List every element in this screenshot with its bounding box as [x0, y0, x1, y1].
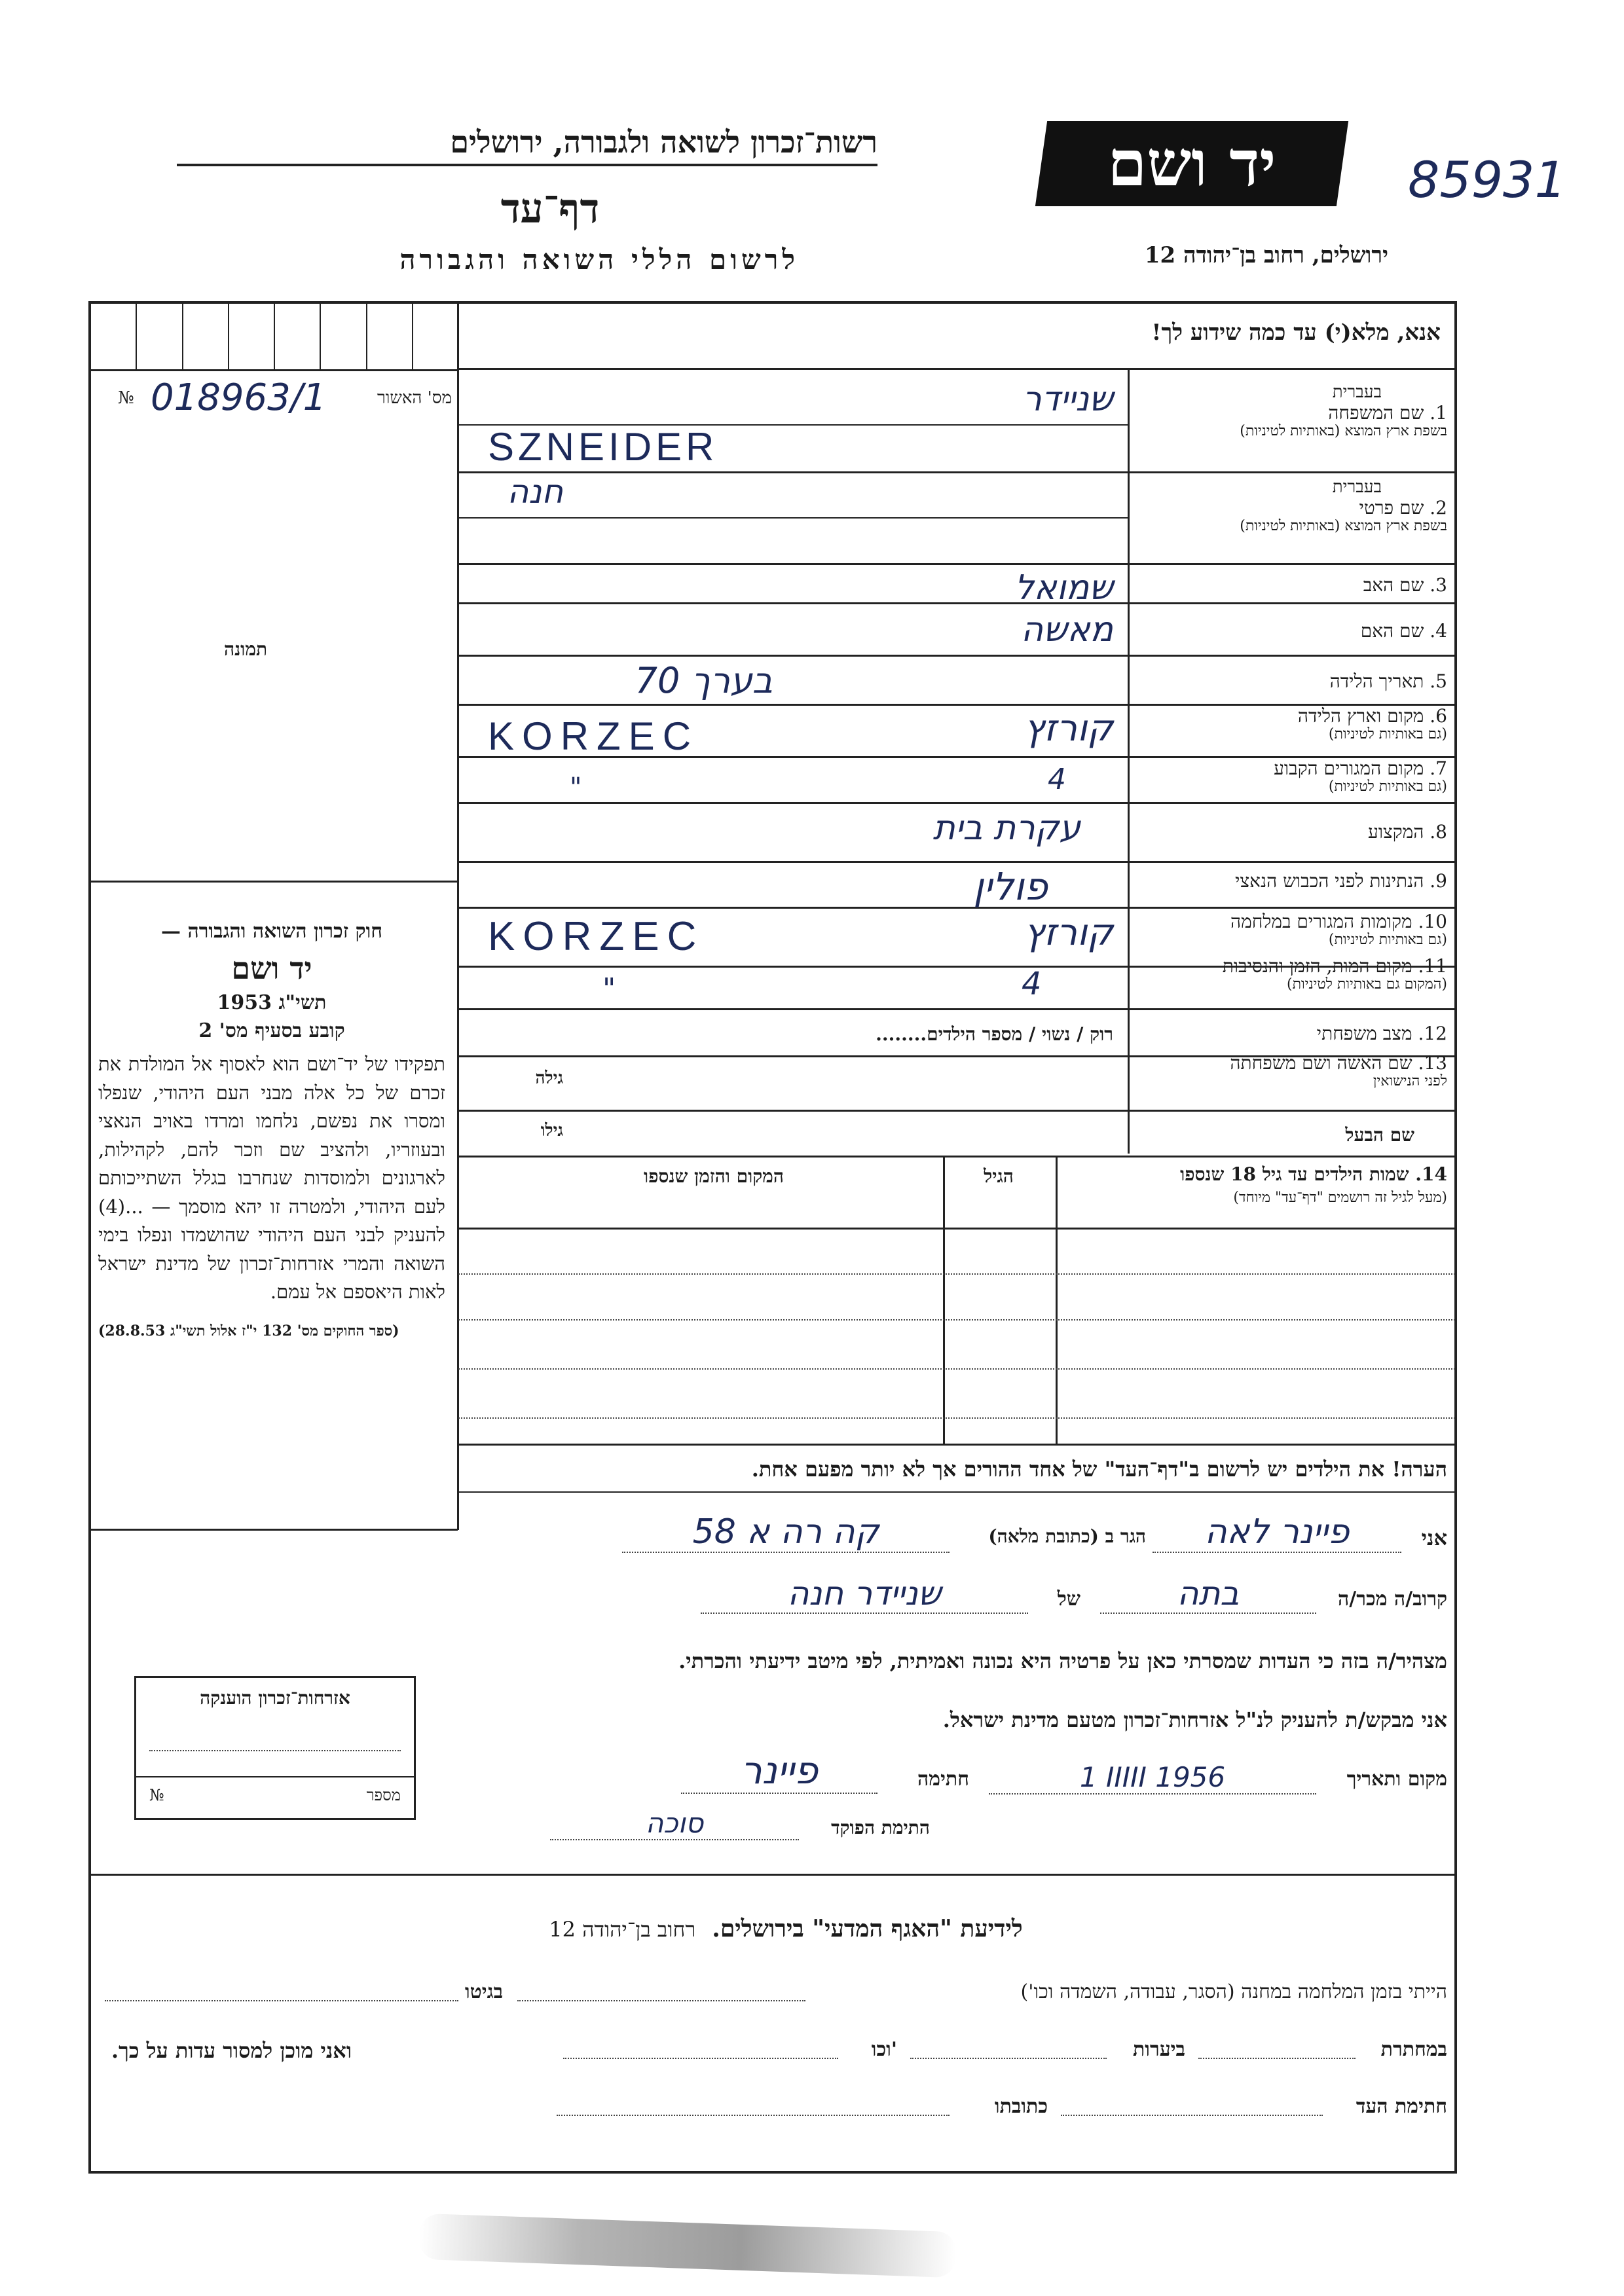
field-6-value-hebrew: קורזץ	[1024, 707, 1113, 750]
declarant-line-1: אני פיינר לאה הגר ב (כתובת מלאה) קה רה א 58	[471, 1512, 1447, 1558]
field-13-value: גילה	[535, 1068, 563, 1088]
field-8-label: 8. המקצוע	[1367, 821, 1447, 843]
field-9-label: 9. הנתינות לפני הכבוש הנאצי	[1235, 870, 1447, 892]
field-1-label: בעברית 1. שם המשפחה בשפת ארץ המוצא (באותיות לטיניות)	[1240, 382, 1447, 440]
husband-label: שם הבעל	[1345, 1124, 1414, 1146]
law-block: חוק זכרון השואה והגבורה — יד ושם תשי"ג 1953 קובע בסעיף מס' 2 תפקידו של יד־ושם הוא לאסוף אל המולדת את זכרם של כל אלה מבני העם היהודי, שנפלו ומסרו את נפשם, נלחמו ומרדו באויב הנאצי ובעוזריו, ולהציב שם וזכר להם, לקהילות, לארגונים ולמוסדות שנחרבו בגלל השתייכותם לעם היהודי, ולמטרה זו יהא מוסמך — ...(4) להעניק לבני העם היהודי שהושמדו ונפלו בימי השואה והמרי אזרחות־זכרון של מדינת ישראל לאות היאספם אל עמם. (ספר החוקים מס' 132 י"ז אלול תשי"ג 28.8.53)	[98, 920, 445, 1339]
field-12-label: 12. מצב משפחתי	[1316, 1023, 1447, 1044]
field-5-label: 5. תאריך הלידה	[1329, 670, 1447, 692]
field-10-value-latin: KORZEC	[488, 914, 705, 959]
office-boxes	[91, 304, 458, 371]
declarant-line-4: התימת הפוקד סוכה	[471, 1807, 930, 1846]
bottom-line-3: חתימת העד כתובתו	[98, 2095, 1447, 2128]
bottom-line-2: במחתרת ביערות וכו' ואני מוכן למסור עדות על כך.	[111, 2038, 1447, 2063]
field-1-value-latin: SZNEIDER	[488, 425, 718, 469]
field-13-label: 13. שם האשה ושם משפחתה לפני הנישואין	[1230, 1052, 1447, 1090]
field-2-value-hebrew: חנה	[507, 473, 563, 511]
field-8-value: עקרת בית	[932, 809, 1080, 848]
field-12-value: רוק / נשוי / מספר הילדים........	[876, 1023, 1113, 1045]
field-4-label: 4. שם האם	[1360, 620, 1447, 642]
field-9-value: פולין	[973, 864, 1048, 909]
field-7-label: 7. מקום המגורים הקבוע (גם באותיות לטיניות)	[1274, 757, 1447, 795]
field-10-value-hebrew: קורזץ	[1024, 911, 1113, 954]
field-1-value-hebrew: שניידר	[1022, 380, 1113, 419]
bottom-title: לידיעת "האגף המדעי" בירושלים. רחוב בן־יהודה 12	[549, 1915, 1023, 1942]
field-10-label: 10. מקומות המגורים במלחמה (גם באותיות לטיניות)	[1230, 911, 1447, 949]
children-header: 14. שמות הילדים עד גיל 18 שנספו (מעל לגיל זה רושמים "דף־עד" מיוחד)	[1180, 1163, 1447, 1207]
field-5-value: בערך 70	[635, 660, 773, 701]
request: אני מבקש/ת להעניק לנ"ל אזרחות־זכרון מטעם מדינת ישראל.	[942, 1707, 1447, 1732]
form-subtitle: לרשום הללי השואה והגבורה	[399, 244, 799, 276]
photo-label: תמונה	[223, 638, 268, 660]
file-number: 85931	[1408, 151, 1566, 209]
citizenship-box: אזרחות־זכרון הוענקה № מספר	[134, 1676, 416, 1820]
field-7-ditto: 4	[1048, 763, 1066, 796]
field-3-label: 3. שם האב	[1363, 574, 1447, 596]
husband-value: גילו	[540, 1121, 563, 1140]
field-4-value: מאשה	[1021, 610, 1113, 649]
form-title: דף־עד	[500, 185, 600, 232]
field-7-value: "	[570, 773, 582, 803]
declarant-line-2: קרוב/ה מכר/ה בתה של שניידר חנה	[471, 1575, 1447, 1620]
header-address: ירושלים, רחוב בן־יהודה 12	[1144, 242, 1388, 268]
yad-vashem-logo: יד ושם	[1035, 121, 1348, 206]
children-col-place: המקום והזמן שנספו	[644, 1165, 784, 1187]
field-3-value: שמואל	[1014, 568, 1113, 608]
field-11-label: 11. מקום המות, הזמן והנסיבות (המקום גם באותיות לטיניות)	[1222, 955, 1447, 993]
note: הערה! את הילדים יש לרשום ב"דף־העד" של אחד ההורים אך לא יותר מפעם אחת.	[751, 1457, 1447, 1482]
field-2-label: בעברית 2. שם פרטי בשפת ארץ המוצא (באותיות לטיניות)	[1240, 477, 1447, 535]
field-11-ditto: 4	[1022, 966, 1042, 1002]
declaration: מצהיר/ה בזה כי העדות שמסרתי כאן על פרטיה היא נכונה ואמיתית, לפי מיטב ידיעתי והכרתי.	[678, 1649, 1447, 1673]
declarant-line-3: מקום ותאריך 1 IIIII 1956 חתימה פיינר	[471, 1755, 1447, 1800]
scan-smudge	[418, 2214, 957, 2278]
registration-number: № 018963/1 מס' האשור	[118, 376, 452, 419]
field-6-value-latin: KORZEC	[488, 714, 699, 758]
authority-title: רשות־זכרון לשואה ולגבורה, ירושלים	[177, 124, 877, 166]
instruction: אנא, מלא(י) עד כמה שידוע לך!	[1151, 319, 1441, 346]
bottom-line-1: הייתי בזמן המלחמה במחנה (הסגר, עבודה, השמדה וכו') בגיטו	[98, 1980, 1447, 2013]
field-6-label: 6. מקום וארץ הלידה (גם באותיות לטיניות)	[1297, 705, 1447, 743]
field-11-value: "	[602, 972, 616, 1006]
children-col-age: הגיל	[984, 1165, 1014, 1187]
